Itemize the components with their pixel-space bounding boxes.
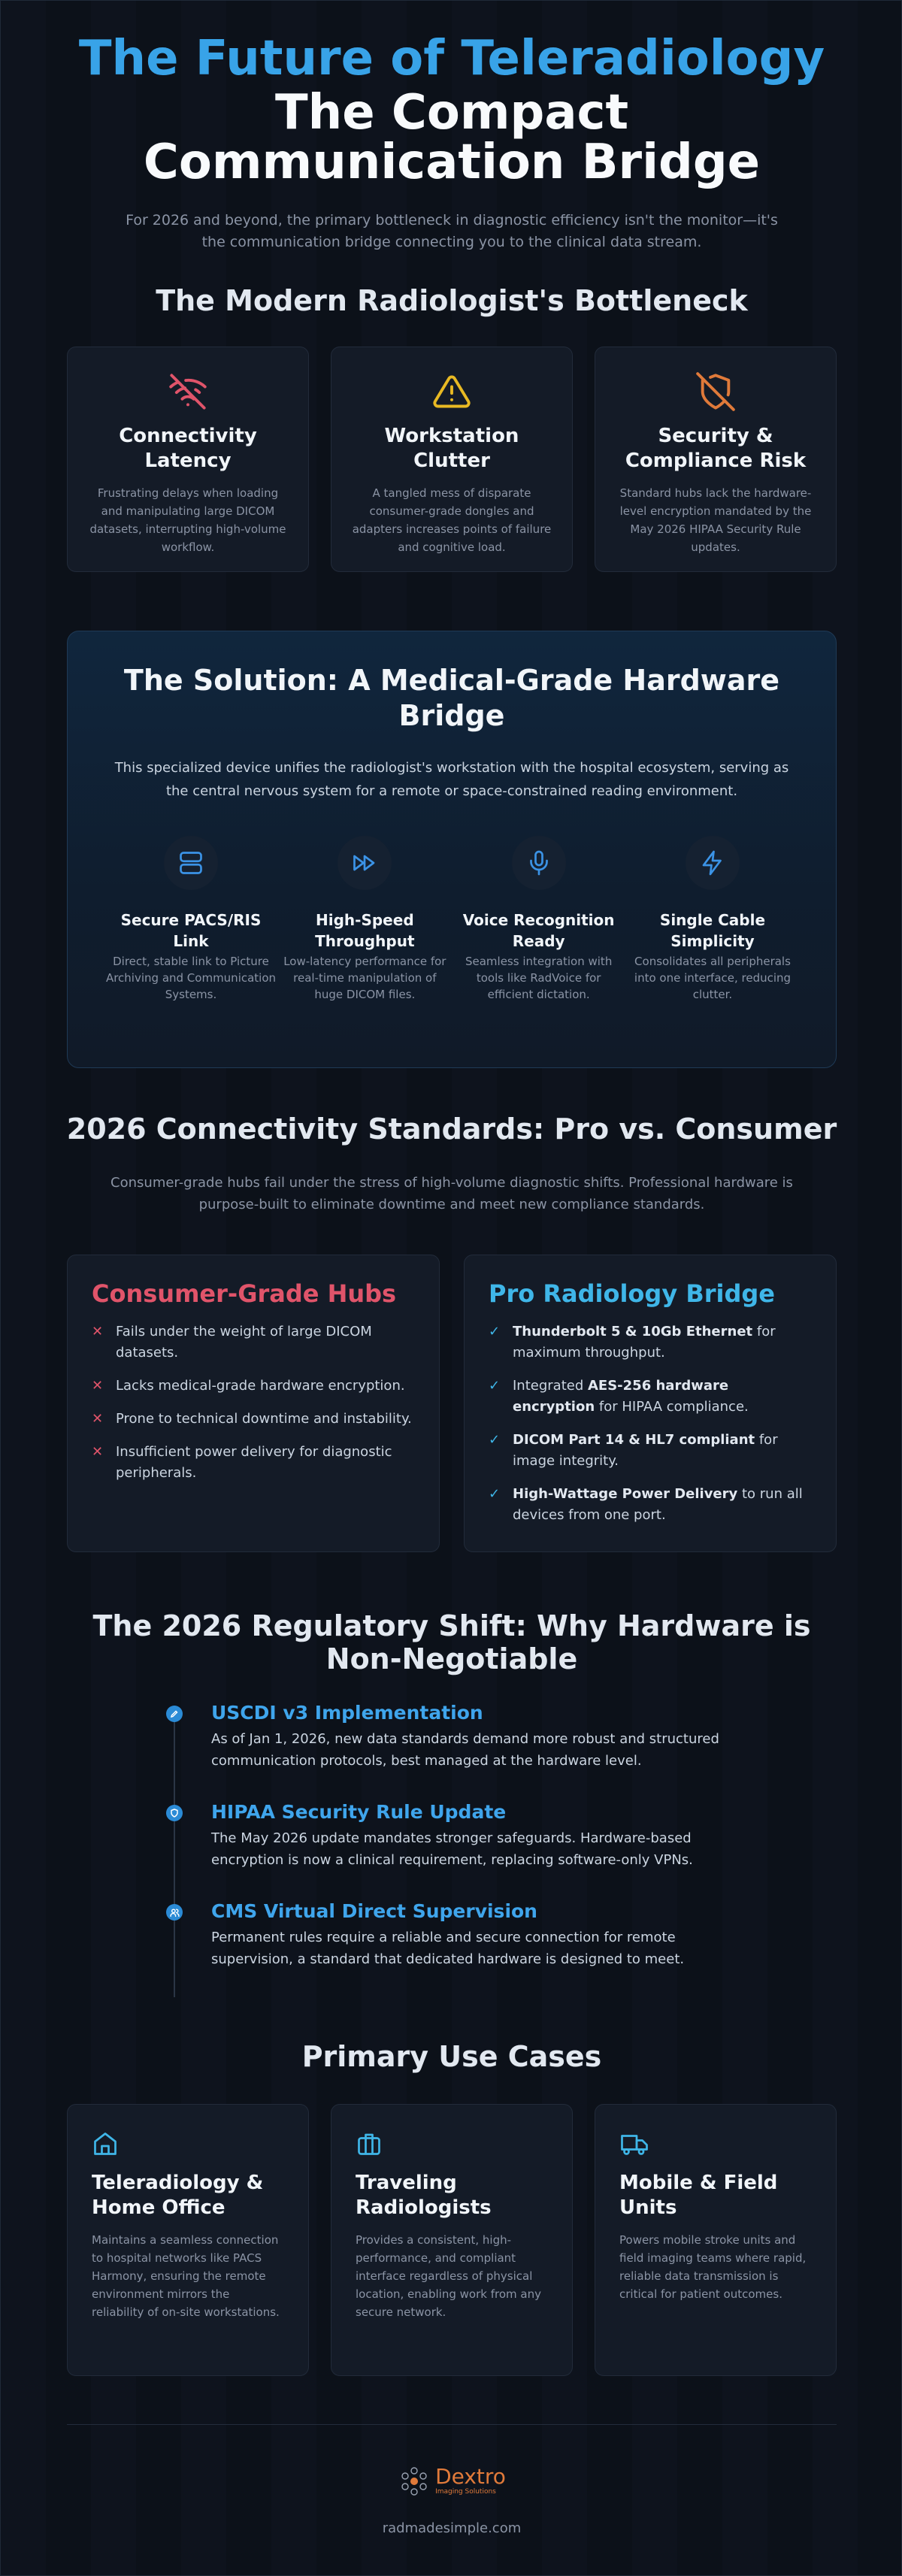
regulatory-timeline bbox=[1, 1701, 902, 1999]
bottleneck-cards bbox=[1, 347, 902, 572]
x-icon: ✕ bbox=[92, 1411, 104, 1427]
bottleneck-card-title: Security & Compliance Risk bbox=[625, 425, 807, 472]
feature-text: Seamless integration with tools like RadVoice for efficient dictation. bbox=[465, 955, 613, 1001]
feature-text: Direct, stable link to Picture Archiving and Communication Systems. bbox=[105, 955, 277, 1001]
logo-name: Dextro bbox=[435, 2464, 506, 2489]
bottleneck-card-text: A tangled mess of disparate consumer-grade dongles and adapters increases points of failure and cognitive load. bbox=[352, 486, 552, 554]
microphone-icon bbox=[512, 836, 566, 890]
regulatory-title: The 2026 Regulatory Shift: Why Hardware is Non-Negotiable bbox=[92, 1609, 811, 1675]
bottleneck-title: The Modern Radiologist's Bottleneck bbox=[156, 284, 748, 317]
timeline-text: The May 2026 update mandates stronger safeguards. Hardware-based encryption is now a clinical requirement, replacing software-only VPNs. bbox=[211, 1830, 693, 1868]
use-case-card-home-office bbox=[67, 2104, 309, 2376]
footer-url-link[interactable]: radmadesimple.com bbox=[382, 2520, 522, 2536]
bottleneck-card-clutter bbox=[331, 347, 573, 572]
check-icon: ✓ bbox=[489, 1432, 501, 1448]
server-icon bbox=[164, 836, 218, 890]
feature-title: Single Cable Simplicity bbox=[659, 911, 766, 950]
timeline-text: As of Jan 1, 2026, new data standards demand more robust and structured communication protocols, best managed at the hardware level. bbox=[211, 1731, 719, 1769]
bottleneck-card-title: Connectivity Latency bbox=[119, 425, 257, 472]
list-item: ✕ Insufficient power delivery for diagnostic peripherals. bbox=[92, 1442, 415, 1484]
feature-pacs-link bbox=[105, 836, 277, 1003]
feature-title: Voice Recognition Ready bbox=[462, 911, 615, 950]
hero-subtitle: The Compact Communication Bridge bbox=[143, 85, 761, 190]
use-case-text: Powers mobile stroke units and field imaging teams where rapid, reliable data transmission is critical for patient outcomes. bbox=[619, 2233, 807, 2301]
feature-voice bbox=[453, 836, 625, 1003]
hero-title: The Future of Teleradiology bbox=[78, 31, 825, 86]
list-item: ✕ Prone to technical downtime and instability. bbox=[92, 1409, 415, 1430]
footer-divider-wrap bbox=[1, 2424, 902, 2425]
hero-description: For 2026 and beyond, the primary bottleneck in diagnostic efficiency isn't the monitor—it's the communication bridge connecting you to the clinical data stream. bbox=[126, 212, 778, 250]
shield-off-icon bbox=[615, 371, 816, 412]
list-item: ✓ Integrated AES-256 hardware encryption for HIPAA compliance. bbox=[489, 1376, 812, 1418]
home-icon bbox=[92, 2130, 284, 2160]
use-cases-section bbox=[1, 2039, 902, 2074]
x-icon: ✕ bbox=[92, 1378, 104, 1394]
logo-tagline: Imaging Solutions bbox=[435, 2488, 496, 2496]
bottleneck-card-connectivity bbox=[67, 347, 309, 572]
use-case-text: Maintains a seamless connection to hospital networks like PACS Harmony, ensuring the remote environment mirrors the reliability of on-site workstations. bbox=[92, 2233, 280, 2319]
use-case-card-traveling bbox=[331, 2104, 573, 2376]
timeline-item-cms bbox=[166, 1899, 737, 1970]
list-item: ✓ Thunderbolt 5 & 10Gb Ethernet for maximum throughput. bbox=[489, 1321, 812, 1364]
pro-bridge-card bbox=[464, 1255, 837, 1552]
truck-icon bbox=[619, 2130, 812, 2160]
timeline-title: CMS Virtual Direct Supervision bbox=[211, 1900, 537, 1922]
users-icon bbox=[166, 1904, 183, 1921]
feature-text: Low-latency performance for real-time manipulation of huge DICOM files. bbox=[283, 955, 446, 1001]
bottleneck-card-text: Standard hubs lack the hardware-level encryption mandated by the May 2026 HIPAA Security Rule updates. bbox=[619, 486, 812, 554]
feature-throughput bbox=[279, 836, 450, 1003]
footer bbox=[1, 2520, 902, 2536]
x-icon: ✕ bbox=[92, 1444, 104, 1460]
regulatory-section bbox=[1, 1609, 902, 1675]
timeline-title: HIPAA Security Rule Update bbox=[211, 1801, 507, 1823]
check-icon: ✓ bbox=[489, 1378, 501, 1394]
timeline-title: USCDI v3 Implementation bbox=[211, 1702, 483, 1724]
warning-icon bbox=[351, 371, 552, 412]
hero-section bbox=[1, 1, 902, 253]
use-case-title: Teleradiology & Home Office bbox=[92, 2172, 264, 2219]
footer-divider bbox=[67, 2424, 837, 2425]
feature-title: High-Speed Throughput bbox=[315, 911, 415, 950]
timeline-item-uscdi bbox=[166, 1701, 737, 1772]
list-item: ✕ Fails under the weight of large DICOM datasets. bbox=[92, 1321, 415, 1364]
use-case-title: Mobile & Field Units bbox=[619, 2172, 778, 2219]
solution-title: The Solution: A Medical-Grade Hardware Bridge bbox=[123, 664, 780, 732]
list-item: ✕ Lacks medical-grade hardware encryption. bbox=[92, 1376, 415, 1397]
solution-section bbox=[1, 631, 902, 1068]
standards-description: Consumer-grade hubs fail under the stress of high-volume diagnostic shifts. Professional hardware is purpose-built to eliminate downtime and meet new compliance standards. bbox=[110, 1175, 793, 1212]
list-item: ✓ High-Wattage Power Delivery to run all devices from one port. bbox=[489, 1484, 812, 1526]
bottleneck-card-security bbox=[595, 347, 837, 572]
x-icon: ✕ bbox=[92, 1324, 104, 1339]
solution-features bbox=[105, 836, 798, 1003]
check-icon: ✓ bbox=[489, 1486, 501, 1502]
standards-title: 2026 Connectivity Standards: Pro vs. Consumer bbox=[66, 1112, 837, 1146]
timeline-text: Permanent rules require a reliable and secure connection for remote supervision, a standard that dedicated hardware is designed to meet. bbox=[211, 1930, 685, 1967]
use-case-text: Provides a consistent, high-performance, and compliant interface regardless of physical location, enabling work from any secure network. bbox=[356, 2233, 541, 2319]
bottleneck-section bbox=[1, 283, 902, 318]
solution-description: This specialized device unifies the radiologist's workstation with the hospital ecosystem, serving as the central nervous system for a remote or space-constrained reading environment. bbox=[114, 760, 789, 799]
feature-text: Consolidates all peripherals into one interface, reducing clutter. bbox=[634, 955, 792, 1001]
check-icon: ✓ bbox=[489, 1324, 501, 1339]
standards-section bbox=[1, 1112, 902, 1215]
use-case-card-mobile bbox=[595, 2104, 837, 2376]
wifi-off-icon bbox=[87, 371, 289, 412]
pen-icon bbox=[166, 1706, 183, 1722]
use-case-cards bbox=[1, 2104, 902, 2376]
solution-panel bbox=[67, 631, 837, 1068]
consumer-hubs-card bbox=[67, 1255, 440, 1552]
bottleneck-card-text: Frustrating delays when loading and manipulating large DICOM datasets, interrupting high-volume workflow. bbox=[89, 486, 286, 554]
lightning-icon bbox=[686, 836, 740, 890]
list-item: ✓ DICOM Part 14 & HL7 compliant for image integrity. bbox=[489, 1430, 812, 1472]
footer-logo bbox=[1, 2465, 902, 2498]
pro-bridge-list bbox=[489, 1321, 812, 1526]
bottleneck-card-title: Workstation Clutter bbox=[384, 425, 519, 472]
feature-single-cable bbox=[627, 836, 798, 1003]
fast-forward-icon bbox=[337, 836, 392, 890]
comparison bbox=[1, 1255, 902, 1552]
consumer-hubs-list bbox=[92, 1321, 415, 1484]
shield-icon bbox=[166, 1805, 183, 1821]
use-cases-title: Primary Use Cases bbox=[301, 2040, 602, 2073]
use-case-title: Traveling Radiologists bbox=[356, 2172, 492, 2219]
timeline-item-hipaa bbox=[166, 1800, 737, 1871]
feature-title: Secure PACS/RIS Link bbox=[120, 911, 262, 950]
pro-bridge-title: Pro Radiology Bridge bbox=[489, 1279, 775, 1308]
briefcase-icon bbox=[356, 2130, 548, 2160]
consumer-hubs-title: Consumer-Grade Hubs bbox=[92, 1279, 397, 1308]
dextro-logo-icon bbox=[398, 2465, 431, 2498]
